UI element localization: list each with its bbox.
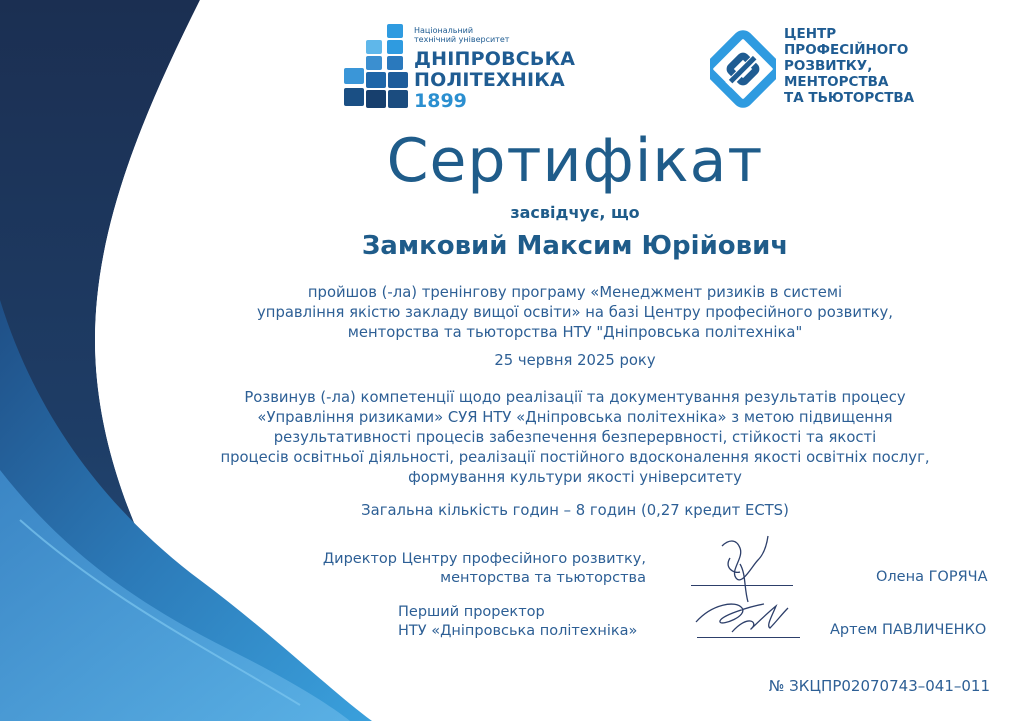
competence-description: Розвинув (-ла) компетенції щодо реалізації та документування результатів процесу «Управління ризиками» СУЯ НТУ «Дніпровська політехніка» з метою підвищення результативності процесів забезпечення безперервності, стійкості та якості процесів освітньої діяльності, реалізації постійного вдосконалення якості освітніх послуг, формування культури якості університету [220, 389, 930, 486]
university-year: 1899 [414, 90, 467, 112]
university-type-text: Національний технічний університет [414, 26, 510, 44]
signature-2-icon [692, 592, 802, 642]
certificate-date: 25 червня 2025 року [494, 352, 656, 369]
signatory-2-name: Артем ПАВЛИЧЕНКО [830, 622, 987, 638]
total-hours: Загальна кількість годин – 8 годин (0,27 кредит ECTS) [361, 502, 789, 519]
chain-diamond-icon [710, 26, 776, 112]
certificate-number: № ЗКЦПР02070743–041–011 [768, 677, 990, 695]
university-logo [344, 24, 576, 112]
program-description: пройшов (-ла) тренінгову програму «Менеджмент ризиків в системі управління якістю закладу вищої освіти» на базі Центру професійного розвитку, менторства та тьюторства НТУ "Дніпровська політехніка" [257, 284, 893, 341]
certifies-text: засвідчує, що [510, 203, 640, 222]
center-logo-text: ЦЕНТР ПРОФЕСІЙНОГО РОЗВИТКУ, МЕНТОРСТВА ТА ТЬЮТОРСТВА [784, 26, 915, 106]
signatory-1-name: Олена ГОРЯЧА [876, 569, 988, 585]
university-name-line2: ПОЛІТЕХНІКА [414, 69, 565, 91]
signatory-2-position: Перший проректор НТУ «Дніпровська політехніка» [398, 604, 638, 639]
signatory-1-position: Директор Центру професійного розвитку, менторства та тьюторства [322, 551, 646, 586]
center-logo [710, 26, 950, 116]
recipient-name: Замковий Максим Юрійович [361, 231, 789, 261]
signature-2-line [697, 637, 800, 638]
certificate-title: Сертифікат [386, 126, 764, 196]
university-name-line1: ДНІПРОВСЬКА [414, 48, 576, 70]
signature-1-line [691, 585, 793, 586]
pixel-blocks-icon [344, 24, 414, 110]
